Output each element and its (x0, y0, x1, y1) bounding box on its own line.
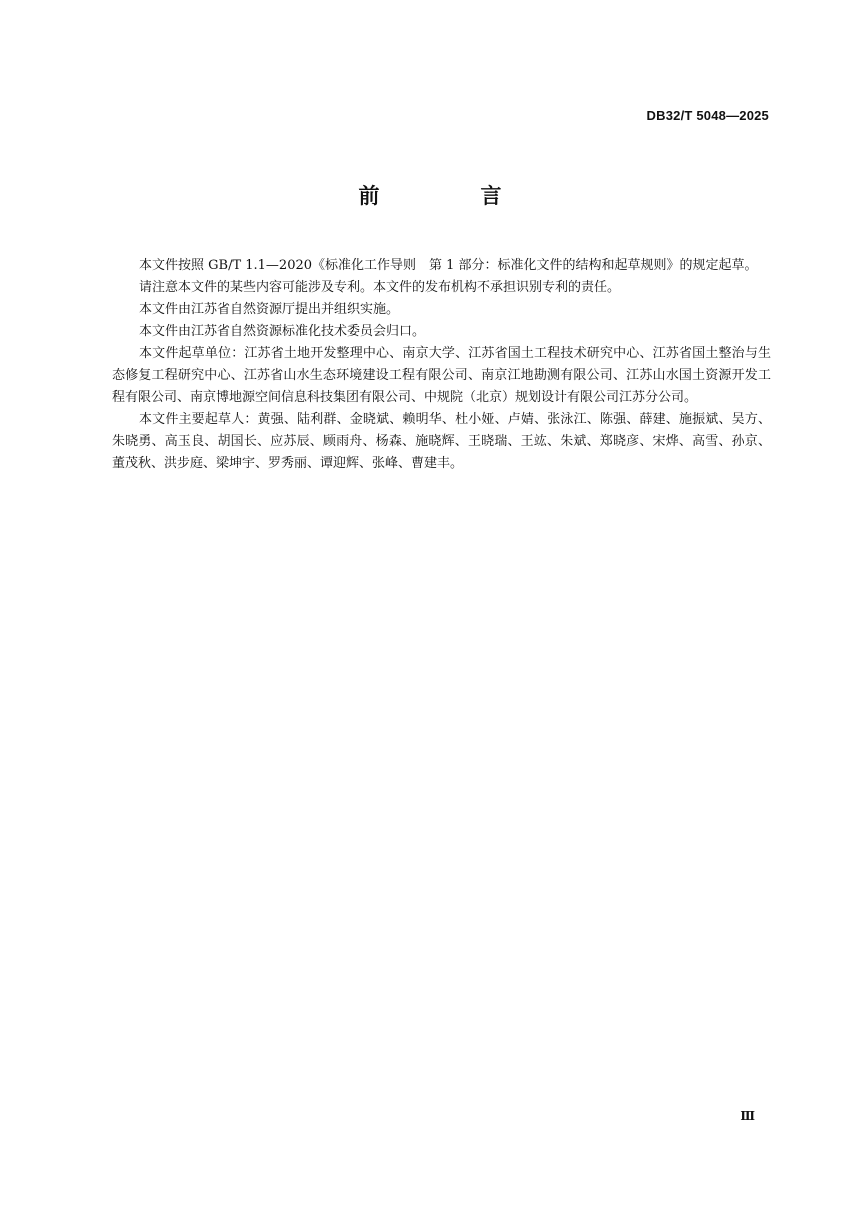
page-title: 前 言 (358, 184, 542, 208)
paragraph-drafting-rules: 本文件按照 GB/T 1.1—2020《标准化工作导则 第 1 部分：标准化文件的结构和起草规则》的规定起草。 (139, 258, 758, 273)
paragraph-committee: 本文件由江苏省自然资源标准化技术委员会归口。 (139, 324, 426, 339)
paragraph-drafting-units: 本文件起草单位：江苏省土地开发整理中心、南京大学、江苏省国土工程技术研究中心、江苏省国土整治与生态修复工程研究中心、江苏省山水生态环境建设工程有限公司、南京江地勘测有限公司、江苏山水国土资源开发工程有限公司、南京博地源空间信息科技集团有限公司、中规院（北京）规划设计有限公司江苏分公司。 (112, 346, 771, 405)
page-number: Ⅲ (740, 1109, 755, 1123)
paragraph-drafters: 本文件主要起草人：黄强、陆利群、金晓斌、赖明华、杜小娅、卢婧、张泳江、陈强、薛建、施振斌、吴方、朱晓勇、高玉良、胡国长、应苏辰、顾雨舟、杨森、施晓辉、王晓瑞、王竑、朱斌、郑晓彦、宋烨、高雪、孙京、董茂秋、洪步庭、梁坤宇、罗秀丽、谭迎辉、张峰、曹建丰。 (112, 412, 771, 471)
paragraph-proposer: 本文件由江苏省自然资源厅提出并组织实施。 (139, 302, 400, 317)
standard-code: DB32/T 5048—2025 (646, 108, 769, 123)
paragraph-patent-notice: 请注意本文件的某些内容可能涉及专利。本文件的发布机构不承担识别专利的责任。 (139, 280, 621, 295)
foreword-body (112, 255, 771, 475)
